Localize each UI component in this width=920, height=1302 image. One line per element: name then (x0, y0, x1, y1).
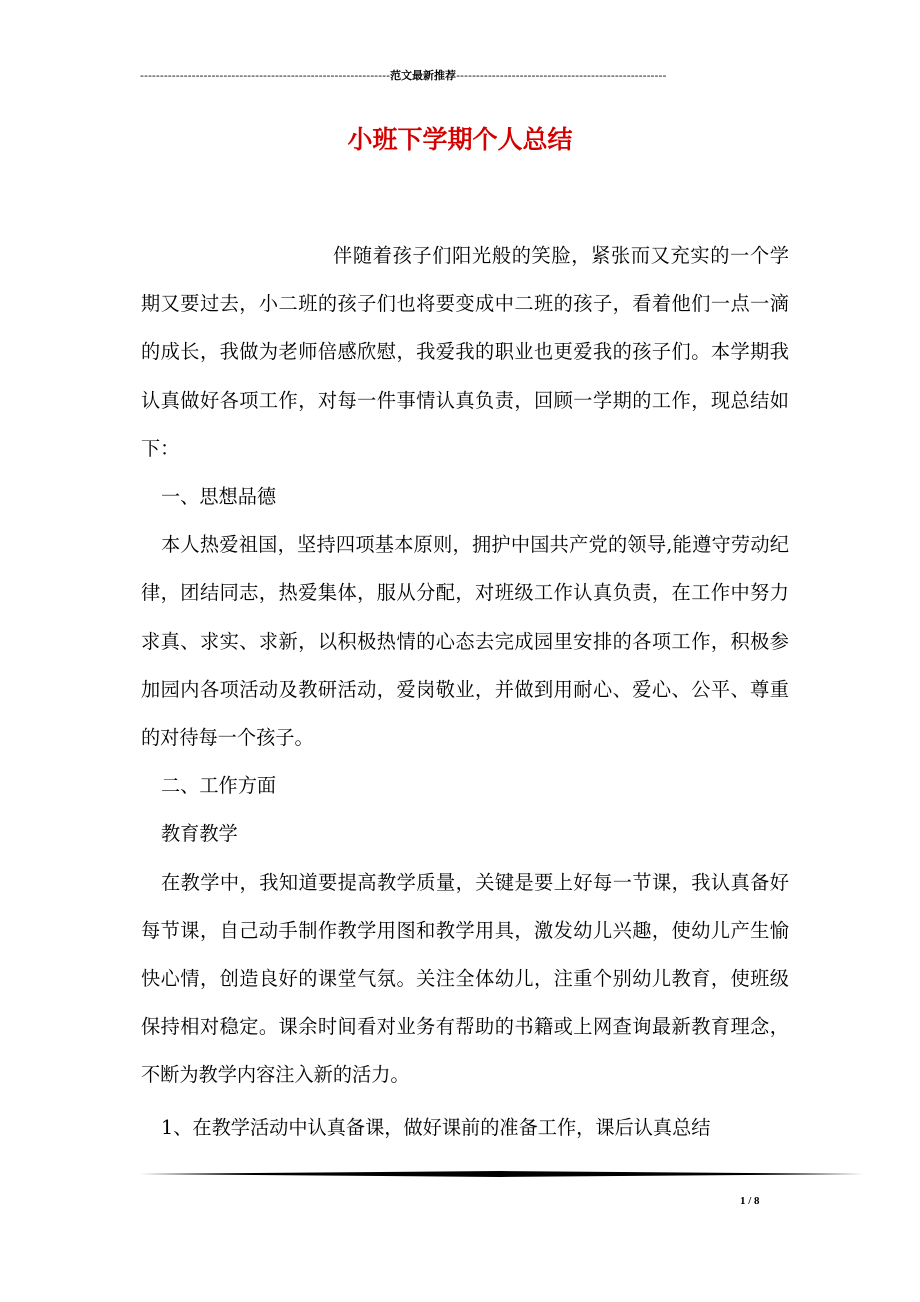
page-header (140, 68, 768, 84)
header-right-dashes: ----------------------------------------------------- (456, 69, 667, 82)
section-heading-work: 二、工作方面 (161, 774, 277, 798)
teaching-paragraph: 在教学中，我知道要提高教学质量，关键是要上好每一节课，我认真备好每节课，自己动手制作教学用图和教学用具，激发幼儿兴趣，使幼儿产生愉快心情，创造良好的课堂气氛。关注全体幼儿，注重个别幼儿教育，使班级保持相对稳定。课余时间看对业务有帮助的书籍或上网查询最新教育理念，不断为教学内容注入新的活力。 (141, 870, 789, 1087)
list-item-1: 1、在教学活动中认真备课，做好课前的准备工作，课后认真总结 (161, 1115, 711, 1139)
header-left-dashes: --------------------------------------------------------------- (140, 69, 391, 82)
document-title: 小班下学期个人总结 (347, 125, 573, 154)
subheading-teaching: 教育教学 (161, 822, 238, 846)
ideology-paragraph: 本人热爱祖国，坚持四项基本原则，拥护中国共产党的领导,能遵守劳动纪律，团结同志，热爱集体，服从分配，对班级工作认真负责，在工作中努力求真、求实、求新，以积极热情的心态去完成园里安排的各项工作，积极参加园内各项活动及教研活动，爱岗敬业，并做到用耐心、爱心、公平、尊重的对待每一个孩子。 (141, 533, 789, 750)
header-label: 范文最新推荐 (390, 69, 457, 82)
page-number: 1 / 8 (740, 1195, 760, 1207)
footer-rule (140, 1170, 863, 1178)
intro-paragraph: 伴随着孩子们阳光般的笑脸，紧张而又充实的一个学期又要过去，小二班的孩子们也将要变成中二班的孩子，看着他们一点一滴的成长，我做为老师倍感欣慰，我爱我的职业也更爱我的孩子们。本学期我认真做好各项工作，对每一件事情认真负责，回顾一学期的工作，现总结如下： (141, 244, 789, 460)
section-heading-ideology: 一、思想品德 (161, 485, 277, 509)
document-body (141, 232, 789, 1152)
